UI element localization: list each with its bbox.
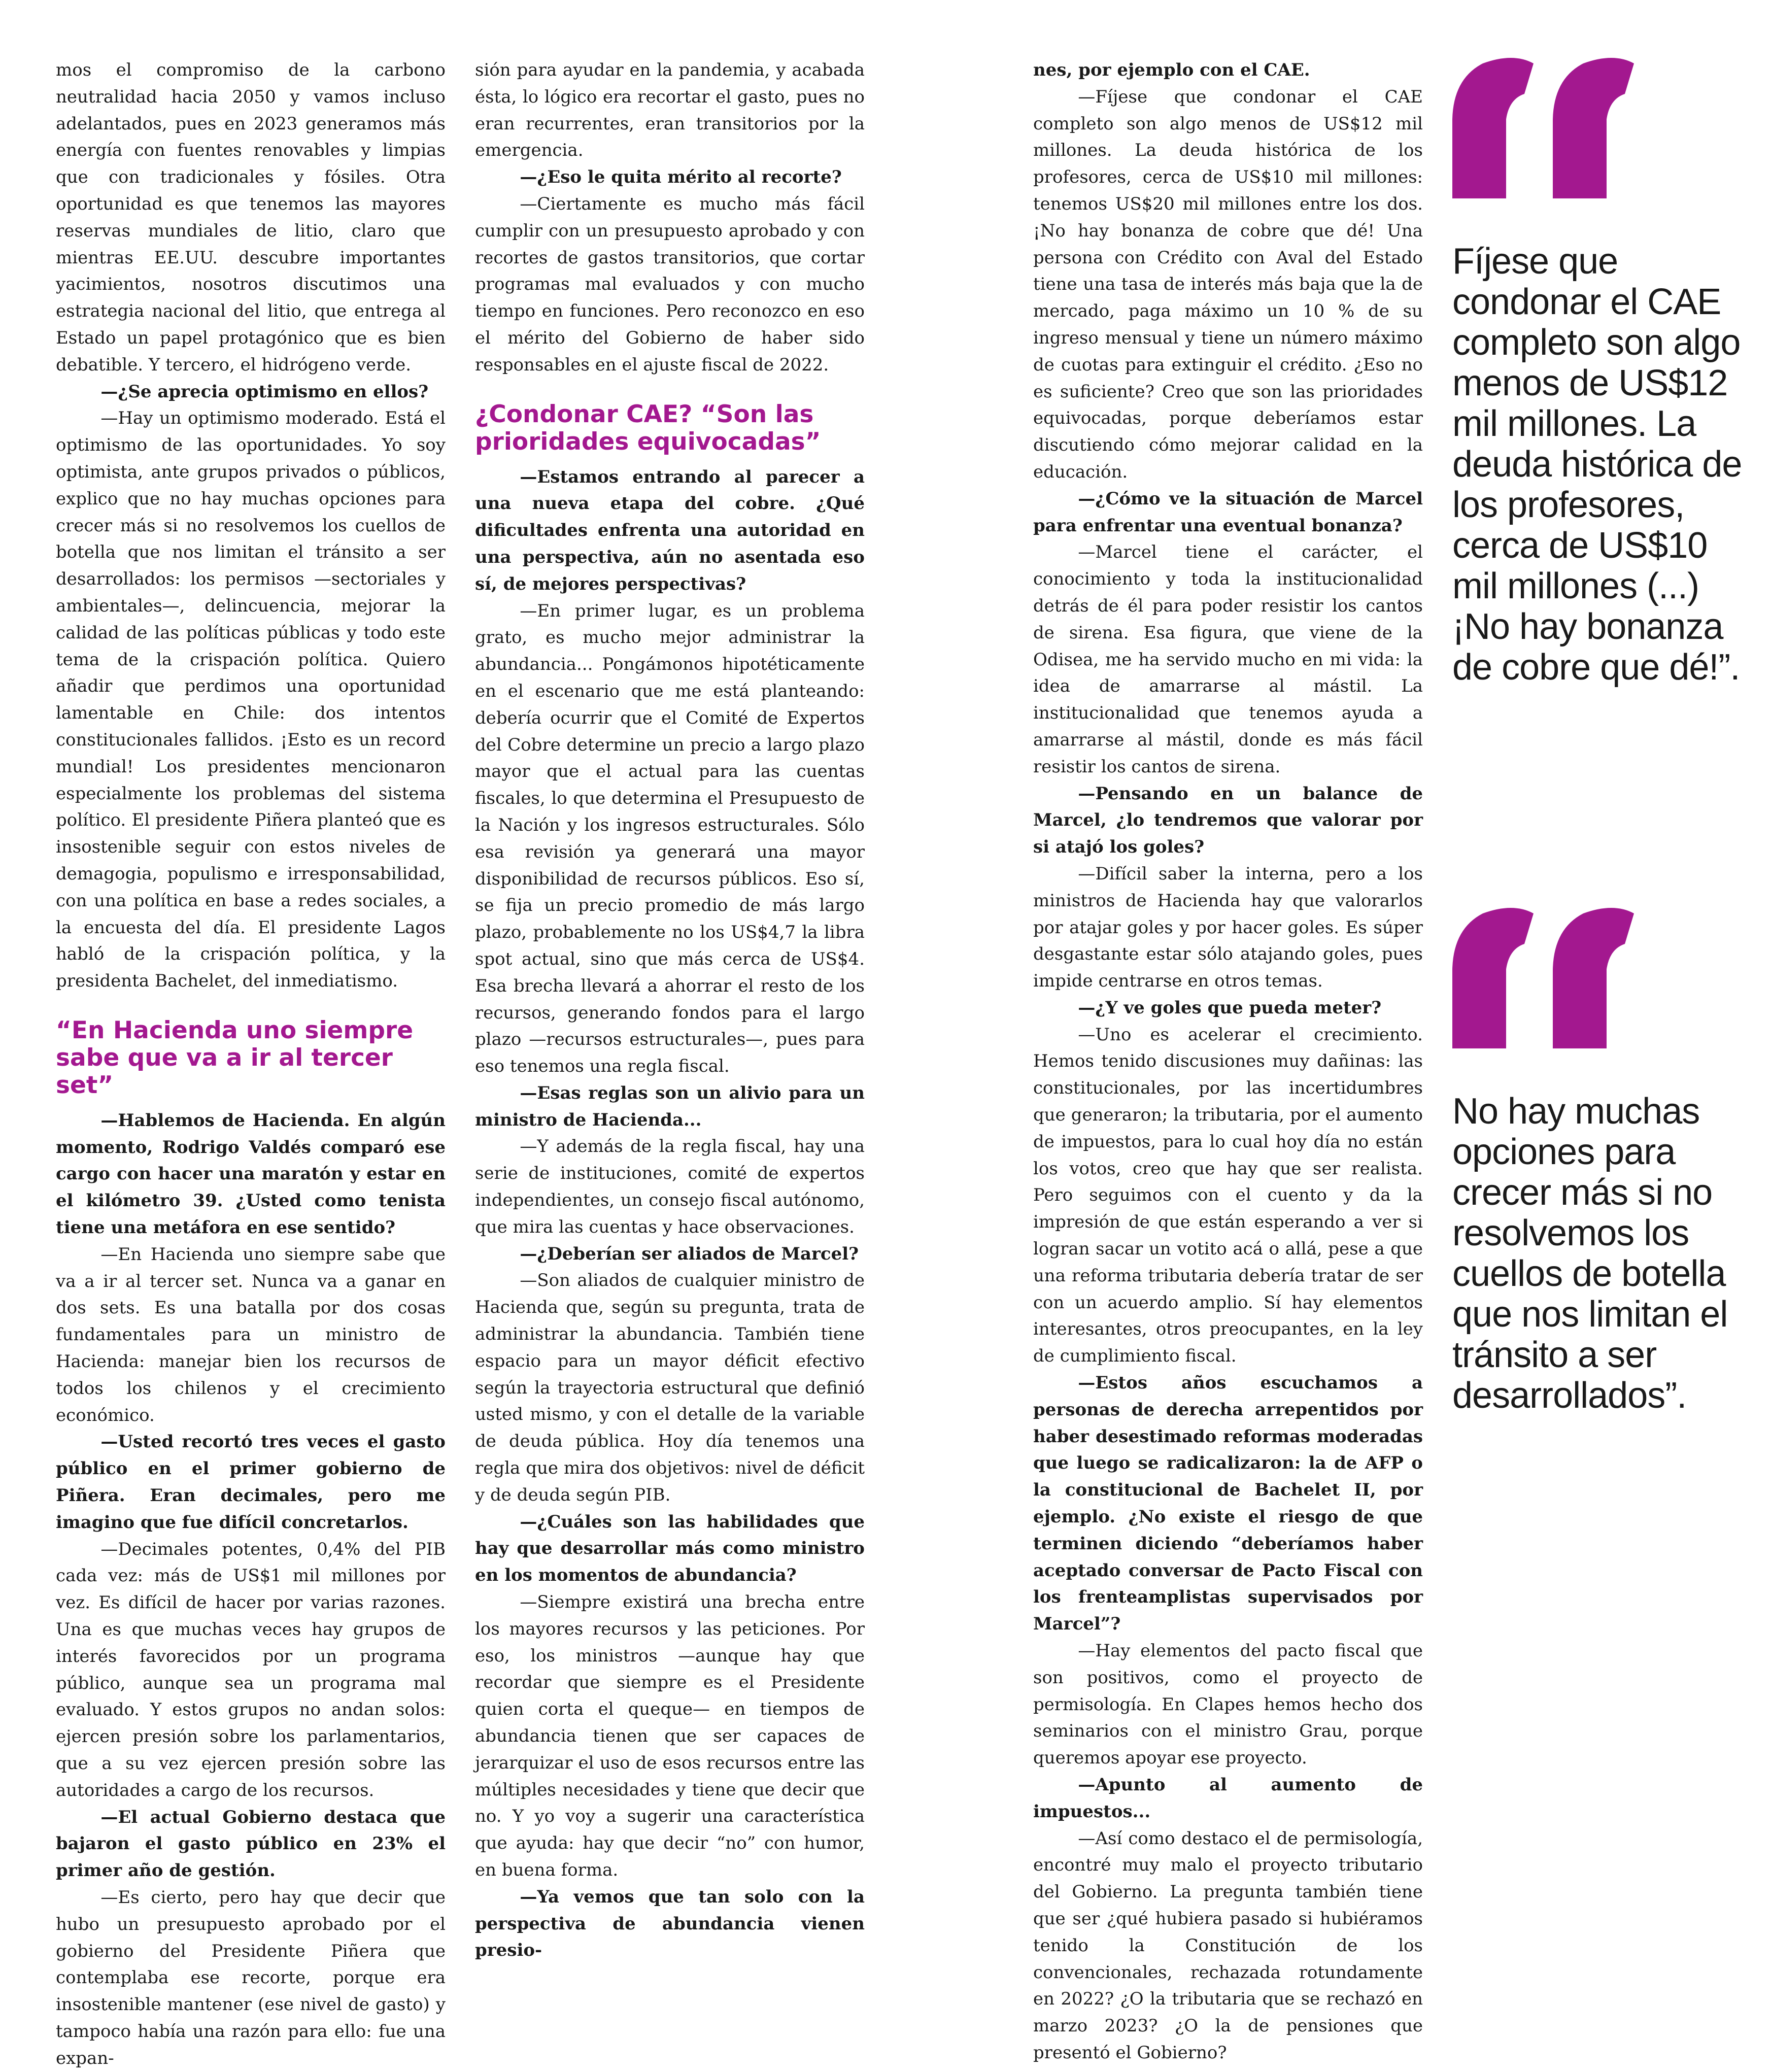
interview-answer: —Es cierto, pero hay que decir que hubo un presupuesto aprobado por el gobierno del Presidente Piñera que contemplaba ese recorte, porque era insostenible mantener (ese nivel de gasto) y tampoco había una razón para ello: fue una expan-: [56, 1887, 446, 2068]
interview-answer: sión para ayudar en la pandemia, y acabada ésta, lo lógico era recortar el gasto, pues no eran recurrentes, eran transitorios por la emergencia.: [475, 60, 865, 161]
interview-answer: —Marcel tiene el carácter, el conocimiento y toda la institucionalidad detrás de él para poder resistir los cantos de sirena. Esa figura, que viene de la Odisea, me ha servido mucho en mi vida: la idea de amarrarse al mástil. La institucionalidad que tenemos ayuda a amarrarse al mástil, donde es más fácil resistir los cantos de sirena.: [1033, 542, 1423, 777]
interview-answer: —Hay elementos del pacto fiscal que son positivos, como el proyecto de permisología. En Clapes hemos hecho dos seminarios con el ministro Grau, porque queremos apoyar ese proyecto.: [1033, 1641, 1423, 1769]
article-column-3: [1033, 57, 1423, 2066]
interview-question: —¿Se aprecia optimismo en ellos?: [100, 381, 429, 402]
interview-answer: mos el compromiso de la carbono neutralidad hacia 2050 y vamos incluso adelantados, pues en 2023 generamos más energía con fuentes renovables y limpias que con tradicionales y fósiles. Otra oportunidad es que tenemos las mayores reservas mundiales de litio, claro que mientras EE.UU. descubre importantes yacimientos, nosotros discutimos una estrategia nacional del litio, que entrega al Estado un papel protagónico que es bien debatible. Y tercero, el hidrógeno verde.: [56, 60, 446, 375]
interview-answer: —Siempre existirá una brecha entre los mayores recursos y las peticiones. Por eso, los ministros —aunque hay que recordar que siempre es el Presidente quien corta el queque— en tiempos de abundancia tienen que ser capaces de jerarquizar el uso de esos recursos entre las múltiples necesidades y tiene que decir que no. Y yo voy a sugerir una característica que ayuda: hay que decir “no” con humor, en buena forma.: [475, 1592, 865, 1880]
section-heading: ¿Condonar CAE? “Son las prioridades equivocadas”: [475, 400, 821, 456]
interview-answer: —Son aliados de cualquier ministro de Hacienda que, según su pregunta, trata de administrar la abundancia. También tiene espacio para un mayor déficit efectivo según la trayectoria estructural que definió usted mismo, y con el detalle de la variable de deuda pública. Hoy día tenemos una regla que mira dos objetivos: nivel de déficit y de deuda según PIB.: [475, 1270, 865, 1505]
interview-answer: —Ciertamente es mucho más fácil cumplir con un presupuesto aprobado y con recortes de gastos transitorios, que cortar programas mal evaluados y con mucho tiempo en funciones. Pero reconozco en eso el mérito del Gobierno de haber sido responsables en el ajuste fiscal de 2022.: [475, 193, 865, 375]
interview-question: —¿Cómo ve la situación de Marcel para enfrentar una eventual bonanza?: [1033, 488, 1423, 536]
interview-answer: —Decimales potentes, 0,4% del PIB cada vez: más de US$1 mil millones por vez. Es difícil de hacer por varias razones. Una es que muchas veces hay grupos de interés favorecidos por un programa público, aunque sea un programa mal evaluado. Y estos grupos no andan solos: ejercen presión sobre los parlamentarios, que a su vez ejercen presión sobre las autoridades a cargo de los recursos.: [56, 1539, 446, 1801]
interview-answer: —En primer lugar, es un problema grato, es mucho mejor administrar la abundancia... Pongámonos hipotéticamente en el escenario que me está planteando: debería ocurrir que el Comité de Expertos del Cobre determine un precio a largo plazo mayor que el actual para las cuentas fiscales, lo que determina el Presupuesto de la Nación y los ingresos estructurales. Sólo esa revisión ya generará una mayor disponibilidad de recursos públicos. Eso sí, se fija un precio promedio de más largo plazo, probablemente no los US$4,7 la libra spot actual, sino que más cerca de US$4. Esa brecha llevará a ahorrar el resto de los recursos, generando fondos para el largo plazo —recursos estructurales—, pues para eso tenemos una regla fiscal.: [475, 600, 865, 1077]
interview-answer: —Hay un optimismo moderado. Está el optimismo de las oportunidades. Yo soy optimista, ante grupos privados o públicos, explico que no hay muchas opciones para crecer más si no resolvemos los cuellos de botella que nos limitan el tránsito a ser desarrollados: los permisos —sectoriales y ambientales—, delincuencia, mejorar la calidad de las políticas públicas y todo este tema de la crispación política. Quiero añadir que perdimos una oportunidad lamentable en Chile: dos intentos constitucionales fallidos. ¡Esto es un record mundial! Los presidentes mencionaron especialmente los problemas del sistema político. El presidente Piñera planteó que es insostenible seguir con estos niveles de demagogia, populismo e irresponsabilidad, con una política en base a redes sociales, a la encuesta del día. El presidente Lagos habló de la crispación política, y la presidenta Bachelet, del inmediatismo.: [56, 408, 446, 992]
interview-question: —¿Cuáles son las habilidades que hay que desarrollar más como ministro en los momentos de abundancia?: [475, 1511, 865, 1586]
article-column-1: [56, 57, 446, 2072]
interview-question: —Estamos entrando al parecer a una nueva etapa del cobre. ¿Qué dificultades enfrenta una autoridad en una perspectiva, aún no asentada eso sí, de mejores perspectivas?: [475, 466, 865, 594]
quote-mark-icon: [1452, 893, 1635, 1056]
article-column-2: [475, 57, 865, 1964]
interview-question: —Apunto al aumento de impuestos...: [1033, 1775, 1423, 1822]
quote-mark-icon: [1452, 43, 1635, 206]
pull-quote-1-text: Fíjese que condonar el CAE completo son algo menos de US$12 mil millones. La deuda histórica de los profesores, cerca de US$10 mil millones (...) ¡No hay bonanza de cobre que dé!”.: [1452, 241, 1742, 688]
pull-quote-2: [1452, 893, 1757, 1416]
interview-answer: —Fíjese que condonar el CAE completo son algo menos de US$12 mil millones. La deuda histórica de los profesores, cerca de US$10 mil millones: tenemos US$20 mil millones entre los dos. ¡No hay bonanza de cobre que dé! Una persona con Crédito con Aval del Estado tiene una tasa de interés más baja que la de mercado, paga máximo un 10 % de su ingreso mensual y tiene un número máximo de cuotas para extinguir el crédito. ¿Eso no es suficiente? Creo que son las prioridades equivocadas, porque deberíamos estar discutiendo cómo mejorar calidad en la educación.: [1033, 86, 1423, 482]
interview-question: —Estos años escuchamos a personas de derecha arrepentidos por haber desestimado reformas moderadas que luego se radicalizaron: la de AFP o la constitucional de Bachelet II, por ejemplo. ¿No existe el riesgo de que terminen diciendo “deberíamos haber aceptado conversar de Pacto Fiscal con los frenteamplistas supervisados por Marcel”?: [1033, 1373, 1423, 1635]
section-heading: “En Hacienda uno siempre sabe que va a ir al tercer set”: [56, 1016, 414, 1099]
pull-quote-2-text: No hay muchas opciones para crecer más si no resolvemos los cuellos de botella que nos limitan el tránsito a ser desarrollados”.: [1452, 1091, 1728, 1416]
interview-answer: —En Hacienda uno siempre sabe que va a ir al tercer set. Nunca va a ganar en dos sets. Es una batalla por dos cosas fundamentales para un ministro de Hacienda: manejar bien los recursos de todos los chilenos y el crecimiento económico.: [56, 1244, 446, 1425]
interview-question: —¿Deberían ser aliados de Marcel?: [520, 1243, 859, 1264]
interview-answer: —Difícil saber la interna, pero a los ministros de Hacienda hay que valorarlos por atajar goles y por hacer goles. Es súper desgastante estar sólo atajando goles, pues impide centrarse en otros temas.: [1033, 863, 1423, 992]
interview-answer: —Así como destaco el de permisología, encontré muy malo el proyecto tributario del Gobierno. La pregunta también tiene que ser ¿qué hubiera pasado si hubiéramos tenido la Constitución de los convencionales, rechazada rotundamente en 2022? ¿O la tributaria que se rechazó en marzo 2023? ¿O la de pensiones que presentó el Gobierno?: [1033, 1828, 1423, 2063]
interview-answer: —Y además de la regla fiscal, hay una serie de instituciones, comité de expertos independientes, un consejo fiscal autónomo, que mira las cuentas y hace observaciones.: [475, 1136, 865, 1237]
interview-question: —Usted recortó tres veces el gasto público en el primer gobierno de Piñera. Eran decimales, pero me imagino que fue difícil concretarlos.: [56, 1432, 446, 1533]
interview-question: —El actual Gobierno destaca que bajaron el gasto público en 23% el primer año de gestión.: [56, 1807, 446, 1881]
interview-answer: —Uno es acelerar el crecimiento. Hemos tenido discusiones muy dañinas: las constitucionales, por las incertidumbres que generaron; la tributaria, por el aumento de impuestos, para lo cual hoy día no están los votos, creo que hay que ser realista. Pero seguimos con el cuento y da la impresión de que están esperando a ver si logran sacar un votito acá o allá, pese a que una reforma tributaria debería tratar de ser con un acuerdo amplio. Sí hay elementos interesantes, otros preocupantes, en la ley de cumplimiento fiscal.: [1033, 1024, 1423, 1367]
interview-question: —Ya vemos que tan solo con la perspectiva de abundancia vienen presio-: [475, 1886, 865, 1961]
interview-question: —Esas reglas son un alivio para un ministro de Hacienda...: [475, 1082, 865, 1130]
pull-quote-1: [1452, 43, 1757, 688]
interview-question: —Hablemos de Hacienda. En algún momento, Rodrigo Valdés comparó ese cargo con hacer una maratón y estar en el kilómetro 39. ¿Usted como tenista tiene una metáfora en ese sentido?: [56, 1110, 446, 1238]
interview-question: —Pensando en un balance de Marcel, ¿lo tendremos que valorar por si atajó los goles?: [1033, 783, 1423, 858]
interview-question: nes, por ejemplo con el CAE.: [1033, 60, 1310, 80]
interview-question: —¿Y ve goles que pueda meter?: [1078, 997, 1382, 1018]
interview-question: —¿Eso le quita mérito al recorte?: [520, 167, 842, 188]
